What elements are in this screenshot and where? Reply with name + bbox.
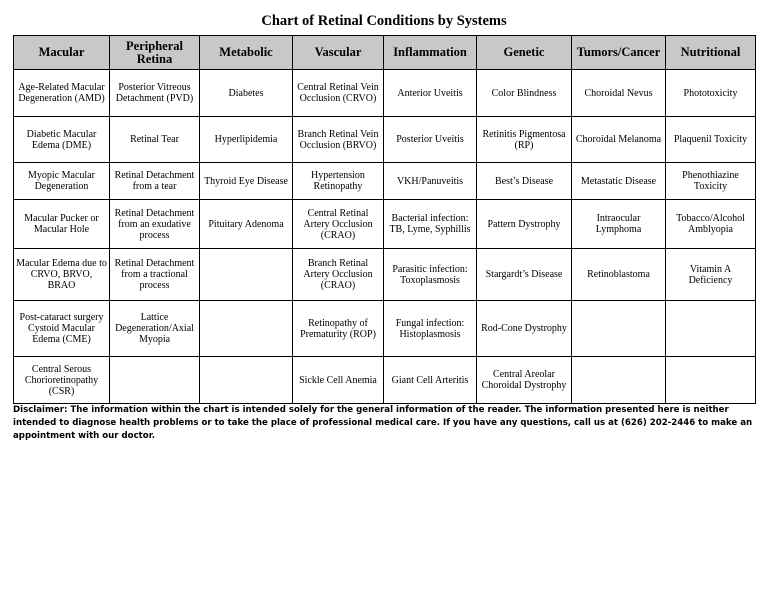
table-cell <box>666 301 756 357</box>
table-cell: Central Retinal Vein Occlusion (CRVO) <box>293 70 384 117</box>
table-row <box>14 70 756 117</box>
header-genetic: Genetic <box>477 36 572 70</box>
page-title: Chart of Retinal Conditions by Systems <box>261 13 507 29</box>
table-cell: Anterior Uveitis <box>384 70 477 117</box>
table-cell: Retinal Detachment from a tractional process <box>110 249 200 301</box>
table-cell: Choroidal Melanoma <box>572 117 666 163</box>
table-cell: Posterior Uveitis <box>384 117 477 163</box>
header-tumors-cancer: Tumors/Cancer <box>572 36 666 70</box>
table-row <box>14 249 756 301</box>
table-cell <box>572 301 666 357</box>
table-cell: VKH/Panuveitis <box>384 163 477 200</box>
table-cell: Branch Retinal Vein Occlusion (BRVO) <box>293 117 384 163</box>
table-cell: Phototoxicity <box>666 70 756 117</box>
table-cell: Macular Edema due to CRVO, BRVO, BRAO <box>14 249 110 301</box>
table-row <box>14 163 756 200</box>
table-cell: Central Areolar Choroidal Dystrophy <box>477 357 572 404</box>
table-cell: Stargardt’s Disease <box>477 249 572 301</box>
table-cell: Myopic Macular Degeneration <box>14 163 110 200</box>
table-cell <box>666 357 756 404</box>
table-cell: Macular Pucker or Macular Hole <box>14 200 110 249</box>
table-cell <box>200 357 293 404</box>
table-header-row <box>14 36 756 70</box>
header-nutritional: Nutritional <box>666 36 756 70</box>
table-cell: Bacterial infection: TB, Lyme, Syphillis <box>384 200 477 249</box>
table-cell: Vitamin A Deficiency <box>666 249 756 301</box>
table-cell: Tobacco/Alcohol Amblyopia <box>666 200 756 249</box>
table-cell: Hypertension Retinopathy <box>293 163 384 200</box>
table-cell: Retinal Detachment from a tear <box>110 163 200 200</box>
table-cell: Best’s Disease <box>477 163 572 200</box>
table-cell <box>572 357 666 404</box>
header-macular: Macular <box>14 36 110 70</box>
table-cell: Plaquenil Toxicity <box>666 117 756 163</box>
table-cell: Retinal Tear <box>110 117 200 163</box>
table-row <box>14 301 756 357</box>
table-cell <box>110 357 200 404</box>
table-cell: Lattice Degeneration/Axial Myopia <box>110 301 200 357</box>
table-cell: Diabetes <box>200 70 293 117</box>
disclaimer-text: Disclaimer: The information within the chart is intended solely for the general information of the reader. The information presented here is neither intended to diagnose health problems or to take the place of professional medical care. If you have any questions, call us at (626) 202-2446 to make an appointment with our doctor. <box>13 405 753 441</box>
table-cell: Color Blindness <box>477 70 572 117</box>
table-cell: Branch Retinal Artery Occlusion (CRAO) <box>293 249 384 301</box>
table-cell: Giant Cell Arteritis <box>384 357 477 404</box>
table-cell: Intraocular Lymphoma <box>572 200 666 249</box>
table-cell: Age-Related Macular Degeneration (AMD) <box>14 70 110 117</box>
header-metabolic: Metabolic <box>200 36 293 70</box>
header-inflammation: Inflammation <box>384 36 477 70</box>
table-cell: Choroidal Nevus <box>572 70 666 117</box>
table-cell: Hyperlipidemia <box>200 117 293 163</box>
table-cell <box>200 249 293 301</box>
table-row <box>14 117 756 163</box>
header-vascular: Vascular <box>293 36 384 70</box>
header-peripheral-retina: Peripheral Retina <box>110 36 200 70</box>
table-cell: Retinopathy of Prematurity (ROP) <box>293 301 384 357</box>
table-cell: Posterior Vitreous Detachment (PVD) <box>110 70 200 117</box>
table-cell: Pattern Dystrophy <box>477 200 572 249</box>
table-cell: Rod-Cone Dystrophy <box>477 301 572 357</box>
table-cell <box>200 301 293 357</box>
table-cell: Thyroid Eye Disease <box>200 163 293 200</box>
table-cell: Retinoblastoma <box>572 249 666 301</box>
table-cell: Pituitary Adenoma <box>200 200 293 249</box>
retinal-conditions-table <box>13 35 756 404</box>
table-cell: Sickle Cell Anemia <box>293 357 384 404</box>
table-cell: Parasitic infection: Toxoplasmosis <box>384 249 477 301</box>
table-cell: Retinal Detachment from an exudative process <box>110 200 200 249</box>
table-cell: Metastatic Disease <box>572 163 666 200</box>
table-cell: Central Serous Chorioretinopathy (CSR) <box>14 357 110 404</box>
table-cell: Diabetic Macular Edema (DME) <box>14 117 110 163</box>
table-cell: Fungal infection: Histoplasmosis <box>384 301 477 357</box>
table-cell: Phenothiazine Toxicity <box>666 163 756 200</box>
table-cell: Central Retinal Artery Occlusion (CRAO) <box>293 200 384 249</box>
table-row <box>14 357 756 404</box>
table-cell: Post-cataract surgery Cystoid Macular Edema (CME) <box>14 301 110 357</box>
table-row <box>14 200 756 249</box>
table-cell: Retinitis Pigmentosa (RP) <box>477 117 572 163</box>
